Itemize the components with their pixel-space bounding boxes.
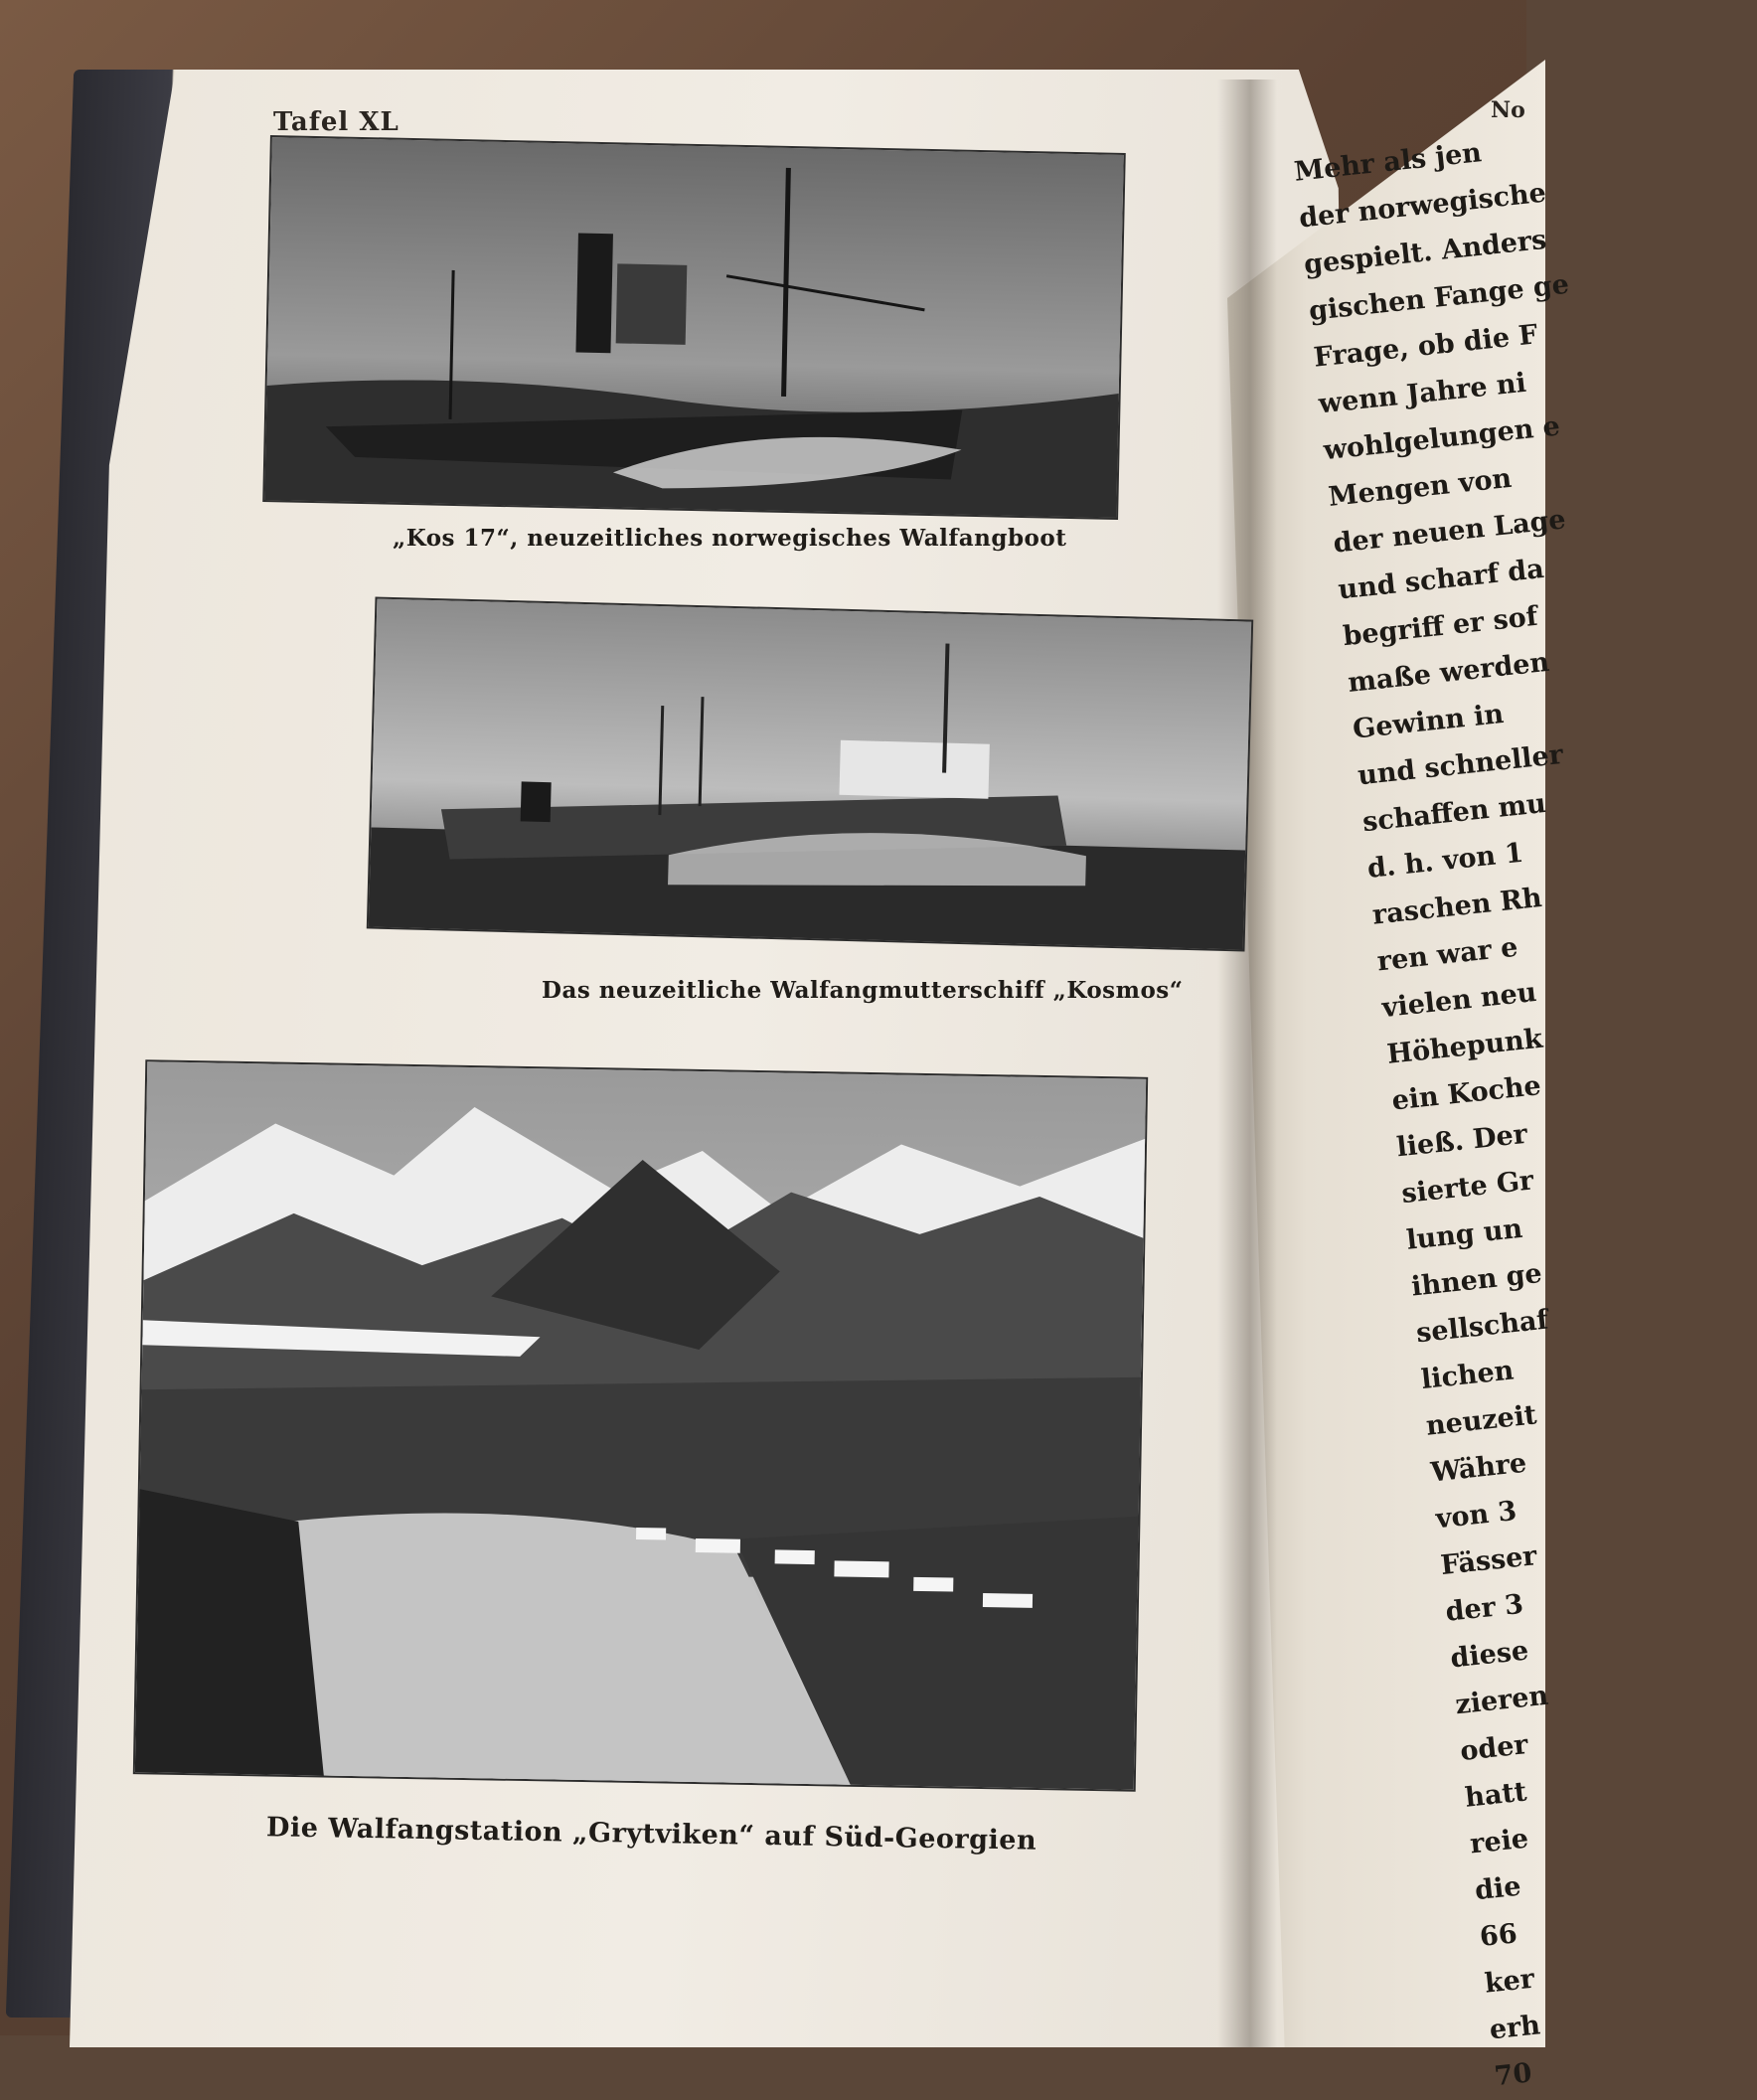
right-page-line: ren war e (1375, 931, 1519, 978)
right-page-line: erh (1488, 2010, 1542, 2046)
right-page-line: neuzeit (1424, 1399, 1538, 1442)
right-page-line: d. h. von 1 (1365, 837, 1525, 885)
plate-label: Tafel XL (273, 107, 399, 137)
right-page-line: sellschaf (1414, 1304, 1550, 1350)
right-page-line: lung un (1404, 1212, 1524, 1256)
right-page-line: raschen Rh (1370, 882, 1544, 931)
right-page-line: von 3 (1434, 1495, 1518, 1535)
right-page-line: ließ. Der (1395, 1118, 1529, 1164)
right-page-line: wohlgelungen e (1322, 410, 1562, 467)
right-page-line: und scharf da (1337, 553, 1546, 606)
right-page-line: Währe (1429, 1447, 1528, 1489)
right-page-line: vielen neu (1380, 977, 1538, 1025)
caption-whaling-boat: „Kos 17“, neuzeitliches norwegisches Walfangboot (393, 525, 1067, 552)
right-page-line: der norwegische (1297, 177, 1548, 235)
right-page-line: oder (1458, 1729, 1530, 1768)
right-page-line: Höhepunk (1385, 1023, 1544, 1070)
right-page-line: der 3 (1444, 1588, 1525, 1628)
right-page-line: gespielt. Anders (1302, 224, 1548, 281)
right-page-line: lichen (1419, 1355, 1516, 1396)
right-page-line: gischen Fange ge (1307, 268, 1571, 328)
right-page-line: und schneller (1356, 738, 1565, 792)
right-page-line: ihnen ge (1409, 1258, 1544, 1303)
photo-whaling-boat (262, 135, 1126, 520)
right-page-line: hatt (1463, 1776, 1528, 1814)
right-page-line: Gewinn in (1351, 698, 1506, 745)
book-gutter (1217, 80, 1277, 2047)
caption-factory-ship: Das neuzeitliche Walfangmutterschiff „Kosmos“ (542, 977, 1184, 1004)
right-page-line: die (1473, 1870, 1522, 1907)
right-page-line: Mehr als jen (1292, 137, 1484, 188)
right-page-line: ein Koche (1390, 1070, 1543, 1117)
right-page-line: zieren (1453, 1680, 1550, 1721)
right-page-header: No (1491, 97, 1525, 123)
right-page-line: ker (1483, 1963, 1536, 2000)
photo-whaling-station (133, 1059, 1148, 1792)
right-page-line: sierte Gr (1399, 1165, 1535, 1211)
right-page-line: reie (1468, 1823, 1530, 1860)
right-page-line: 70 (1493, 2057, 1533, 2093)
right-page-line: Mengen von (1327, 462, 1514, 513)
photo-factory-ship (367, 596, 1253, 951)
right-page-line: Fässer (1439, 1540, 1538, 1582)
right-page-line: schaffen mu (1360, 787, 1548, 839)
right-page-line: Frage, ob die F (1312, 319, 1539, 374)
right-page-line: 66 (1478, 1918, 1519, 1954)
right-page-line: maße werden (1346, 646, 1551, 699)
right-page-line: begriff er sof (1341, 600, 1539, 653)
right-page-line: der neuen Lage (1332, 504, 1567, 560)
caption-whaling-station: Die Walfangstation „Grytviken“ auf Süd-Georgien (265, 1812, 1038, 1857)
right-page-line: wenn Jahre ni (1317, 367, 1528, 420)
right-page-line: diese (1449, 1635, 1530, 1675)
